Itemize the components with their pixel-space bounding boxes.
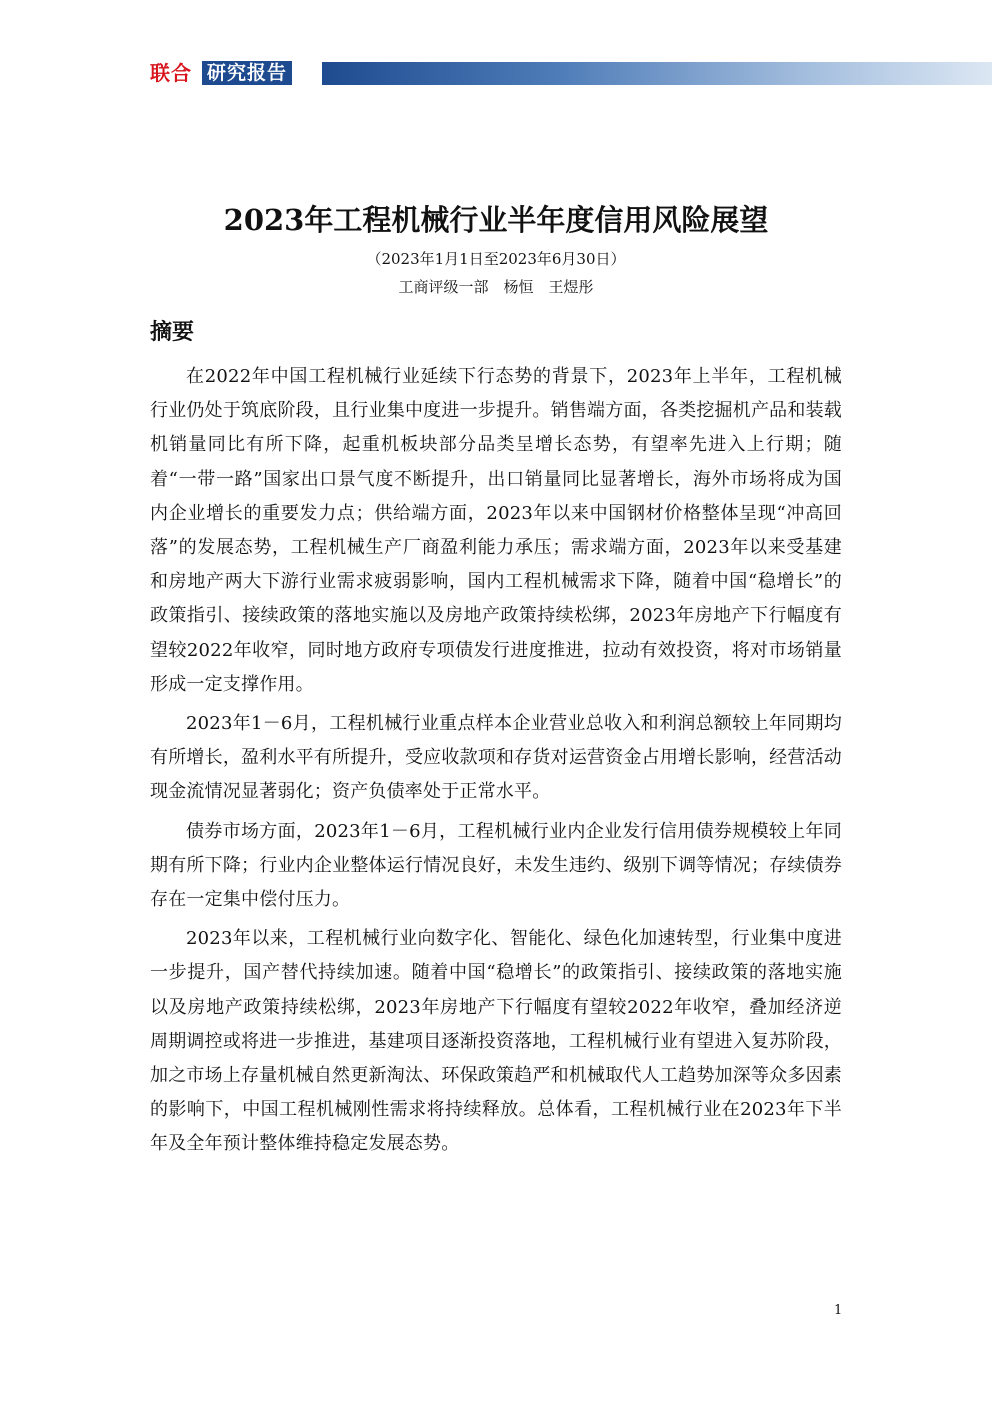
- brand-name-red: 联合: [150, 61, 192, 85]
- header-gradient-bar: [322, 62, 992, 85]
- page-number: 1: [834, 1303, 843, 1318]
- section-title-abstract: 摘要: [150, 320, 195, 345]
- date-range: （2023年1月1日至2023年6月30日）: [366, 250, 626, 268]
- document-title: 2023年工程机械行业半年度信用风险展望: [223, 203, 769, 237]
- report-header: [150, 60, 992, 86]
- authors-line: 工商评级一部 杨恒 王煜彤: [398, 278, 594, 296]
- abstract-paragraph-3: 债券市场方面，2023年1－6月，工程机械行业内企业发行信用债券规模较上年同期有所下降；行业内企业整体运行情况良好，未发生违约、级别下调等情况；存续债券存在一定集中偿付压力。: [150, 820, 842, 911]
- abstract-body: [150, 360, 842, 1167]
- brand-name-blue: 研究报告: [202, 61, 292, 85]
- abstract-paragraph-2: 2023年1－6月，工程机械行业重点样本企业营业总收入和利润总额较上年同期均有所增长，盈利水平有所提升，受应收款项和存货对运营资金占用增长影响，经营活动现金流情况显著弱化；资产负债率处于正常水平。: [150, 713, 842, 803]
- abstract-paragraph-4: 2023年以来，工程机械行业向数字化、智能化、绿色化加速转型，行业集中度进一步提升，国产替代持续加速。随着中国“稳增长”的政策指引、接续政策的落地实施以及房地产政策持续松绑，2023年房地产下行幅度有望较2022年收窄，叠加经济逆周期调控或将进一步推进，基建项目逐渐投资落地，工程机械行业有望进入复苏阶段，加之市场上存量机械自然更新淘汰、环保政策趋严和机械取代人工趋势加深等众多因素的影响下，中国工程机械刚性需求将持续释放。总体看，工程机械行业在2023年下半年及全年预计整体维持稳定发展态势。: [150, 928, 842, 1155]
- abstract-paragraph-1: 在2022年中国工程机械行业延续下行态势的背景下，2023年上半年，工程机械行业仍处于筑底阶段，且行业集中度进一步提升。销售端方面，各类挖掘机产品和装载机销量同比有所下降，起重机板块部分品类呈增长态势，有望率先进入上行期；随着“一带一路”国家出口景气度不断提升，出口销量同比显著增长，海外市场将成为国内企业增长的重要发力点；供给端方面，2023年以来中国钢材价格整体呈现“冲高回落”的发展态势，工程机械生产厂商盈利能力承压；需求端方面，2023年以来受基建和房地产两大下游行业需求疲弱影响，国内工程机械需求下降，随着中国“稳增长”的政策指引、接续政策的落地实施以及房地产政策持续松绑，2023年房地产下行幅度有望较2022年收窄，同时地方政府专项债发行进度推进，拉动有效投资，将对市场销量形成一定支撑作用。: [150, 366, 842, 695]
